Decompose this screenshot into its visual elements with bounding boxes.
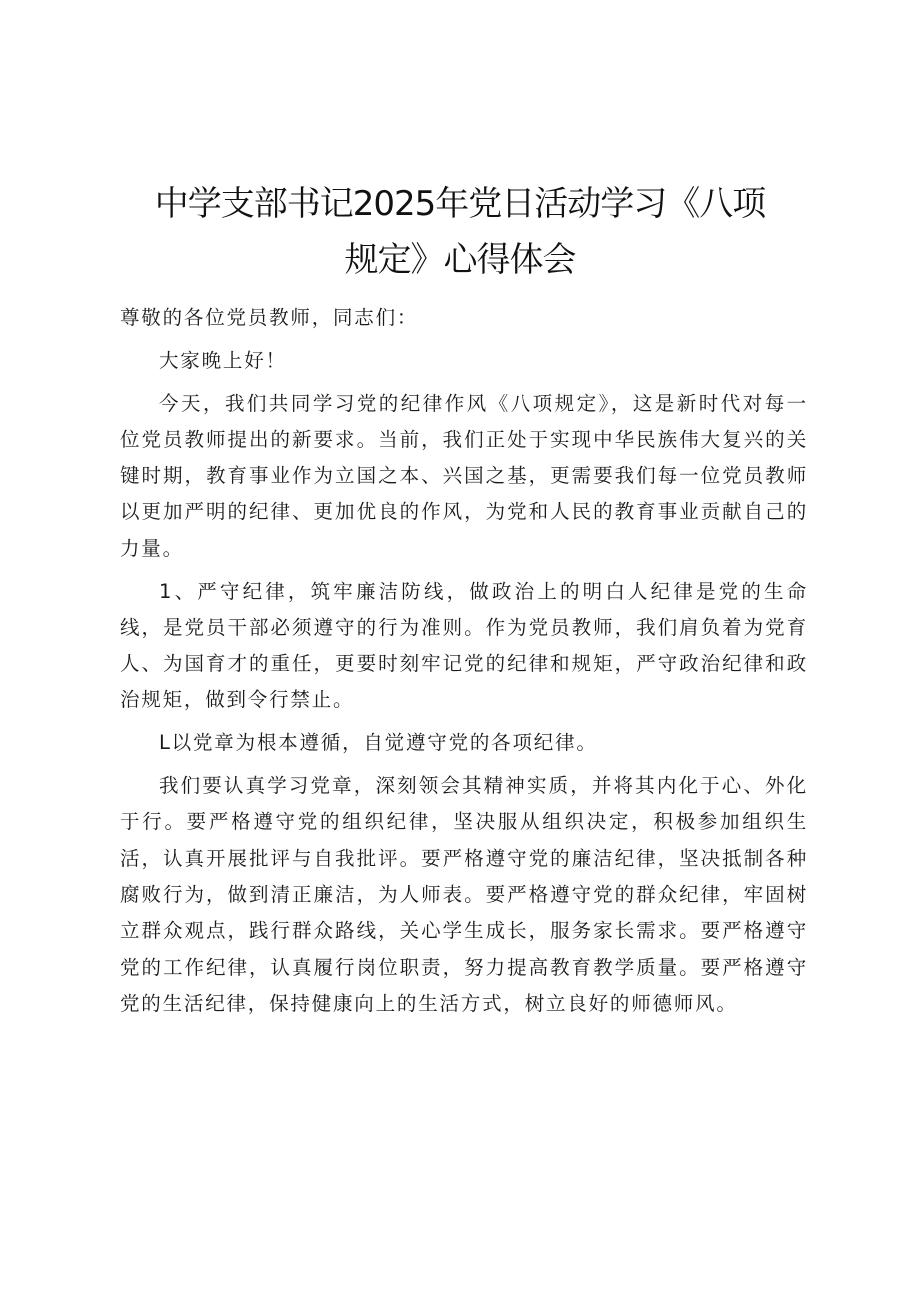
paragraph-section-1: 1、严守纪律，筑牢廉洁防线，做政治上的明白人纪律是党的生命线，是党员干部必须遵守的行为准则。作为党员教师，我们肩负着为党育人、为国育才的重任，更要时刻牢记党的纪律和规矩，严守政治纪律和政治规矩，做到令行禁止。: [120, 579, 808, 712]
paragraph-discipline: 我们要认真学习党章，深刻领会其精神实质，并将其内化于心、外化于行。要严格遵守党的组织纪律，坚决服从组织决定，积极参加组织生活，认真开展批评与自我批评。要严格遵守党的廉洁纪律，坚决抵制各种腐败行为，做到清正廉洁，为人师表。要严格遵守党的群众纪律，牢固树立群众观点，践行群众路线，关心学生成长，服务家长需求。要严格遵守党的工作纪律，认真履行岗位职责，努力提高教育教学质量。要严格遵守党的生活纪律，保持健康向上的生活方式，树立良好的师德师风。: [120, 774, 808, 1015]
paragraph-greeting: 大家晚上好！: [159, 348, 287, 372]
document-body: [120, 300, 808, 1029]
paragraph-intro: 今天，我们共同学习党的纪律作风《八项规定》，这是新时代对每一位党员教师提出的新要求。当前，我们正处于实现中华民族伟大复兴的关键时期，教育事业作为立国之本、兴国之基，更需要我们每一位党员教师以更加严明的纪律、更加优良的作风，为党和人民的教育事业贡献自己的力量。: [120, 391, 808, 560]
paragraph-subheading: L以党章为根本遵循，自觉遵守党的各项纪律。: [159, 731, 598, 755]
document-title: 中学支部书记2025年党日活动学习《八项规定》心得体会: [154, 184, 766, 280]
salutation: 尊敬的各位党员教师，同志们：: [120, 306, 419, 329]
